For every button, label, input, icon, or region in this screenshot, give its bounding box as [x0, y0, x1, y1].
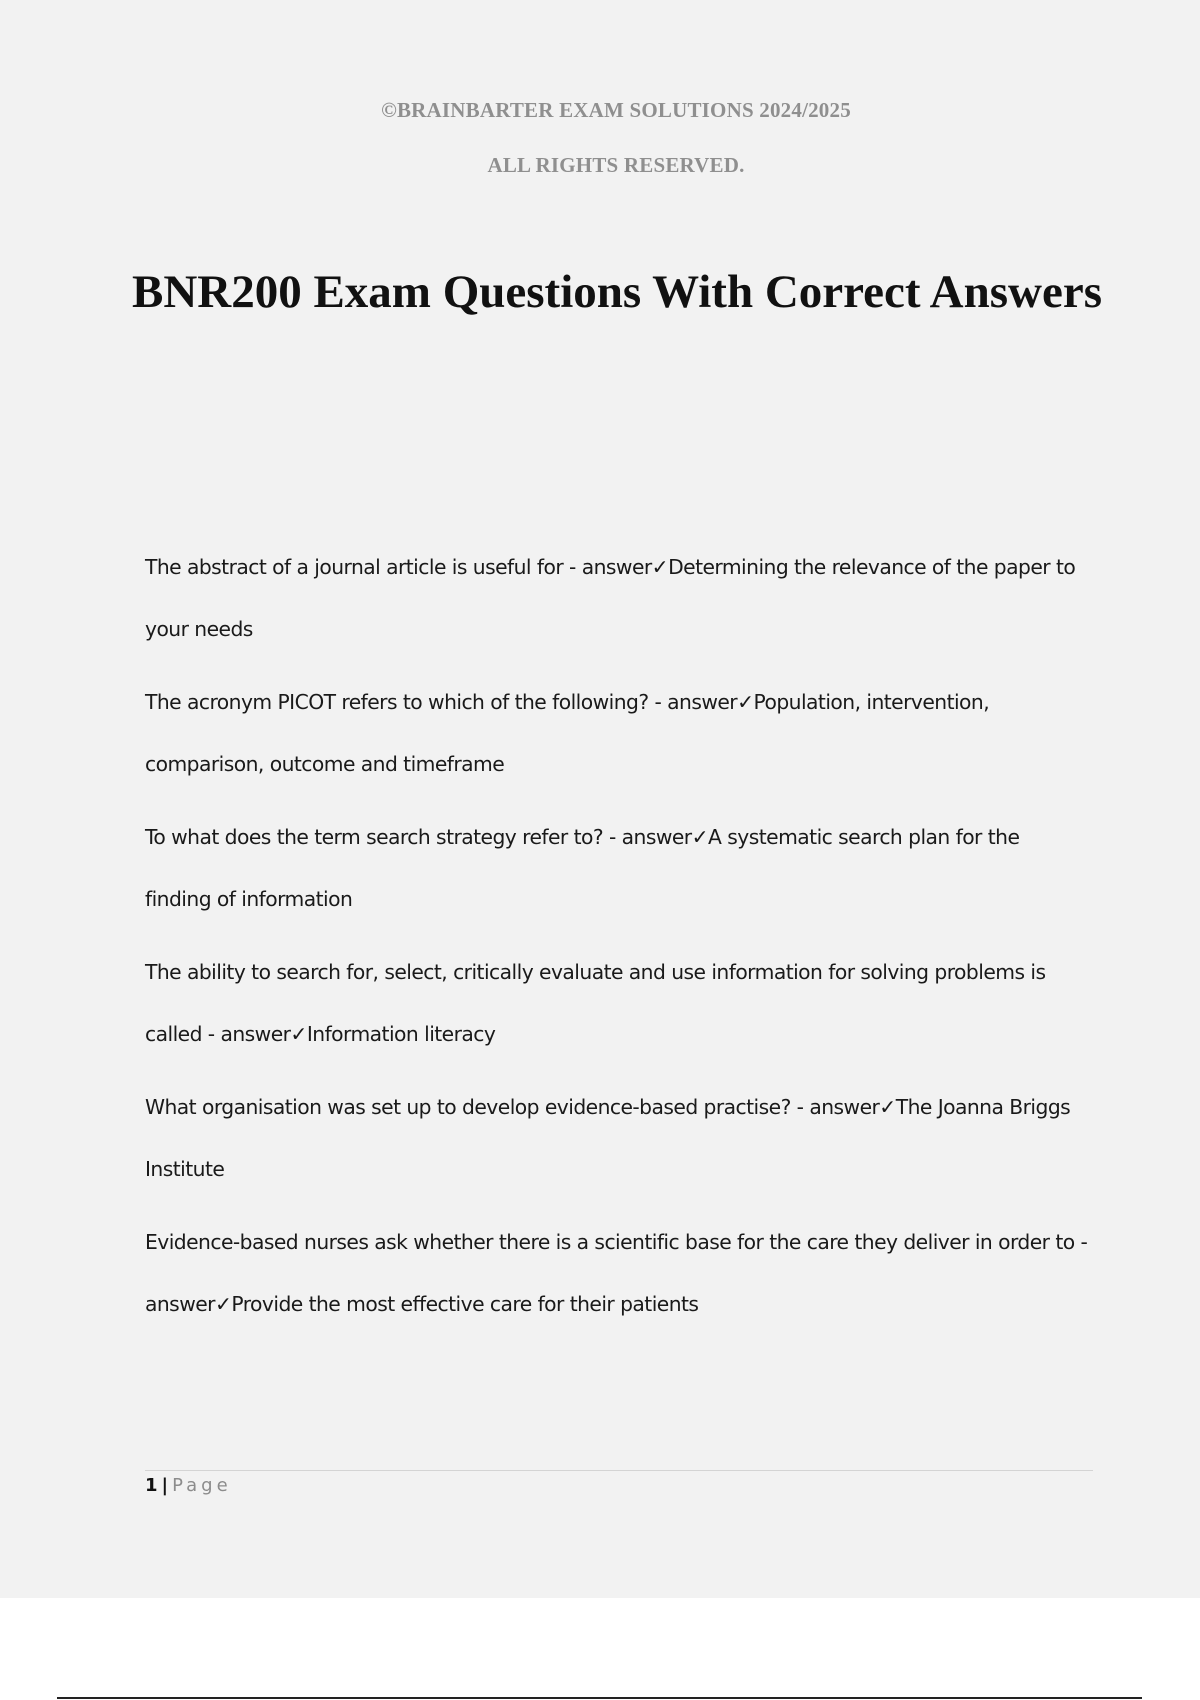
qa-item: Evidence-based nurses ask whether there is a scientific base for the care they deliver in order to - answer✓Provide the most effective care for their patients	[145, 1230, 1088, 1316]
qa-list	[145, 536, 1090, 1346]
page-label: Page	[172, 1475, 232, 1496]
qa-item: The ability to search for, select, critically evaluate and use information for solving problems is called - answer✓Information literacy	[145, 960, 1046, 1046]
document-title: BNR200 Exam Questions With Correct Answers	[131, 266, 1103, 318]
next-page-rule	[57, 1697, 1142, 1699]
footer-divider	[145, 1470, 1093, 1471]
footer-separator: |	[161, 1475, 169, 1496]
qa-item: To what does the term search strategy refer to? - answer✓A systematic search plan for the finding of information	[145, 825, 1020, 911]
qa-item: The abstract of a journal article is useful for - answer✓Determining the relevance of the paper to your needs	[145, 555, 1076, 641]
page-footer	[145, 1475, 232, 1496]
rights-header: ALL RIGHTS RESERVED.	[487, 153, 745, 177]
copyright-header: ©BRAINBARTER EXAM SOLUTIONS 2024/2025	[381, 98, 851, 122]
qa-item: What organisation was set up to develop evidence-based practise? - answer✓The Joanna Briggs Institute	[145, 1095, 1071, 1181]
page-number: 1	[145, 1475, 158, 1496]
qa-item: The acronym PICOT refers to which of the following? - answer✓Population, intervention, comparison, outcome and timeframe	[145, 690, 990, 776]
